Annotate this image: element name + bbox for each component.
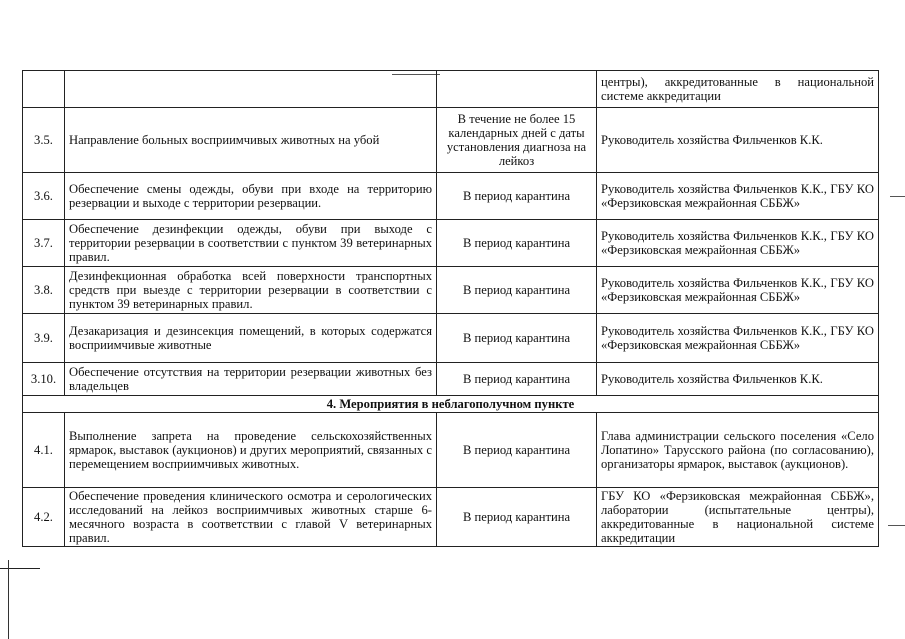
table-row	[23, 173, 879, 220]
row-action: Обеспечение дезинфекции одежды, обуви при выходе с территории резервации в соответствии с пунктом 39 ветеринарных правил.	[65, 220, 437, 267]
row-responsible: Руководитель хозяйства Фильченков К.К.	[597, 363, 879, 396]
page-edge-line	[890, 196, 905, 197]
row-number: 3.5.	[23, 108, 65, 173]
row-number: 3.6.	[23, 173, 65, 220]
table-row-continuation	[23, 71, 879, 108]
section-title: 4. Мероприятия в неблагополучном пункте	[23, 396, 879, 413]
row-term: В течение не более 15 календарных дней с даты установления диагноза на лейкоз	[437, 108, 597, 173]
table-row	[23, 220, 879, 267]
row-responsible: Руководитель хозяйства Фильченков К.К., ГБУ КО «Ферзиковская межрайонная СББЖ»	[597, 267, 879, 314]
row-term: В период карантина	[437, 413, 597, 488]
row-term: В период карантина	[437, 220, 597, 267]
table-row	[23, 488, 879, 547]
row-responsible: Руководитель хозяйства Фильченков К.К., ГБУ КО «Ферзиковская межрайонная СББЖ»	[597, 314, 879, 363]
row-number: 3.10.	[23, 363, 65, 396]
row-responsible: Руководитель хозяйства Фильченков К.К., ГБУ КО «Ферзиковская межрайонная СББЖ»	[597, 220, 879, 267]
row-action: Выполнение запрета на проведение сельскохозяйственных ярмарок, выставок (аукционов) и других мероприятий, связанных с перемещением восприимчивых животных.	[65, 413, 437, 488]
row-action: Обеспечение отсутствия на территории резервации животных без владельцев	[65, 363, 437, 396]
table-row	[23, 363, 879, 396]
row-action: Дезакаризация и дезинсекция помещений, в которых содержатся восприимчивые животные	[65, 314, 437, 363]
row-responsible: Руководитель хозяйства Фильченков К.К.	[597, 108, 879, 173]
row-responsible: центры), аккредитованные в национальной системе аккредитации	[597, 71, 879, 108]
row-action: Обеспечение смены одежды, обуви при входе на территорию резервации и выходе с территории резервации.	[65, 173, 437, 220]
row-action: Направление больных восприимчивых животных на убой	[65, 108, 437, 173]
row-number	[23, 71, 65, 108]
table-row	[23, 413, 879, 488]
table-row	[23, 108, 879, 173]
row-term: В период карантина	[437, 363, 597, 396]
row-action: Обеспечение проведения клинического осмотра и серологических исследований на лейкоз восприимчивых животных старше 6-месячного возраста в соответствии с главой V ветеринарных правил.	[65, 488, 437, 547]
row-number: 3.9.	[23, 314, 65, 363]
measures-table	[22, 70, 879, 547]
row-number: 4.2.	[23, 488, 65, 547]
row-responsible: ГБУ КО «Ферзиковская межрайонная СББЖ», лаборатории (испытательные центры), аккредитованные в национальной системе аккредитации	[597, 488, 879, 547]
row-responsible: Руководитель хозяйства Фильченков К.К., ГБУ КО «Ферзиковская межрайонная СББЖ»	[597, 173, 879, 220]
row-term: В период карантина	[437, 488, 597, 547]
row-number: 3.7.	[23, 220, 65, 267]
table-row	[23, 267, 879, 314]
table-row	[23, 314, 879, 363]
row-number: 4.1.	[23, 413, 65, 488]
row-term	[437, 71, 597, 108]
row-action: Дезинфекционная обработка всей поверхности транспортных средств при выезде с территории резервации в соответствии с пунктом 39 ветеринарных правил.	[65, 267, 437, 314]
row-responsible: Глава администрации сельского поселения «Село Лопатино» Тарусского района (по согласованию), организаторы ярмарок, выставок (аукционов).	[597, 413, 879, 488]
page-edge-line	[0, 568, 40, 569]
row-action	[65, 71, 437, 108]
row-number: 3.8.	[23, 267, 65, 314]
page-edge-line	[8, 560, 9, 639]
page-edge-line	[888, 525, 905, 526]
row-term: В период карантина	[437, 314, 597, 363]
row-term: В период карантина	[437, 173, 597, 220]
row-term: В период карантина	[437, 267, 597, 314]
section-header-row	[23, 396, 879, 413]
